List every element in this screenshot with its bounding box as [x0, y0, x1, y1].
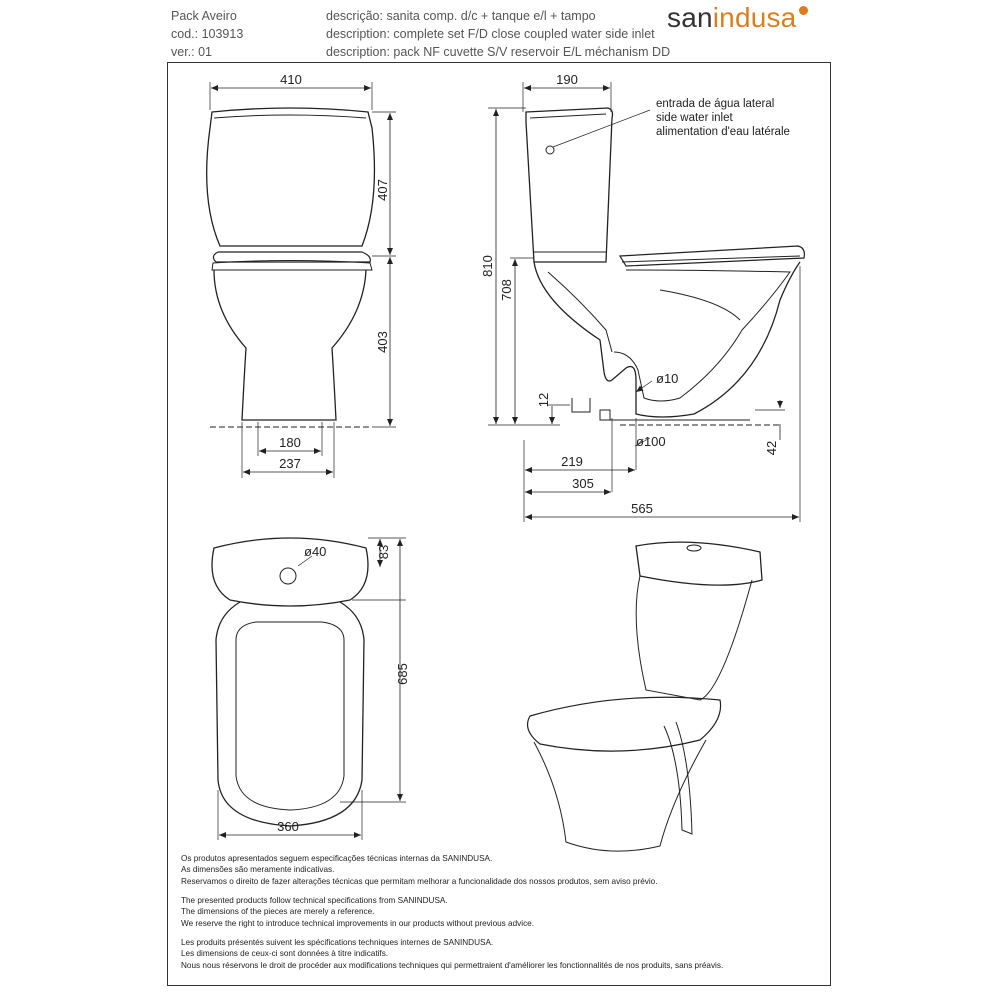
notes-pt: [181, 853, 657, 887]
note-en-3: We reserve the right to introduce technical improvements in our products without previous advice.: [181, 918, 534, 928]
dim-360: 360: [277, 819, 299, 834]
dim-d40: ø40: [304, 544, 327, 559]
dim-190: 190: [556, 72, 578, 87]
logo-accent-text: indusa: [712, 2, 797, 33]
description-en: description: complete set F/D close coupled water side inlet: [326, 27, 655, 41]
perspective-view: [528, 542, 762, 851]
dim-685: 685: [395, 663, 410, 685]
dim-d100: ø100: [636, 434, 666, 449]
dim-d10: ø10: [656, 371, 679, 386]
note-pt-1: Os produtos apresentados seguem especificações técnicas internas da SANINDUSA.: [181, 854, 493, 863]
dim-810: 810: [480, 255, 495, 277]
note-fr-2: Les dimensions de ceux-ci sont données à titre indicatifs.: [181, 949, 389, 959]
dim-12: 12: [536, 392, 551, 408]
description-fr: description: pack NF cuvette S/V reservoir E/L méchanism DD: [326, 45, 671, 59]
dim-708: 708: [499, 279, 514, 301]
description-pt: descrição: sanita comp. d/c + tanque e/l + tampo: [326, 9, 596, 23]
note-en-2: The dimensions of the pieces are merely a reference.: [181, 907, 375, 917]
logo-main-text: san: [667, 2, 713, 33]
inlet-note-fr: alimentation d'eau latérale: [656, 126, 790, 138]
note-fr-3: Nous nous réservons le droit de procéder aux modifications techniques qui permettraient d'améliorer les fonctionnalités de nos produits, sans préavis.: [181, 960, 724, 970]
dim-403: 403: [375, 331, 390, 353]
inlet-note-pt: entrada de água lateral: [656, 98, 775, 110]
notes-en: [181, 895, 534, 929]
dim-237: 237: [279, 456, 301, 471]
product-version: ver.: 01: [171, 45, 212, 59]
top-view: [212, 538, 368, 826]
front-view: [207, 108, 375, 427]
dim-407: 407: [375, 179, 390, 201]
inlet-note-en: side water inlet: [656, 112, 733, 124]
product-name: Pack Aveiro: [171, 9, 237, 23]
notes-fr: [181, 937, 723, 971]
product-code: cod.: 103913: [171, 27, 244, 41]
note-fr-1: Les produits présentés suivent les spécifications techniques internes de SANINDUSA.: [181, 938, 494, 947]
dim-219: 219: [561, 454, 583, 469]
dim-565: 565: [631, 501, 653, 516]
note-en-1: The presented products follow technical specifications from SANINDUSA.: [181, 896, 448, 905]
dim-83: 83: [376, 544, 391, 560]
dim-305: 305: [572, 476, 594, 491]
note-pt-3: Reservamos o direito de fazer alterações técnicas que permitam melhorar a funcionalidade dos nossos produtos, sem aviso prévio.: [181, 876, 658, 886]
dim-180: 180: [279, 435, 301, 450]
dim-42: 42: [764, 440, 779, 456]
note-pt-2: As dimensões são meramente indicativas.: [181, 865, 335, 875]
dim-410: 410: [280, 72, 302, 87]
